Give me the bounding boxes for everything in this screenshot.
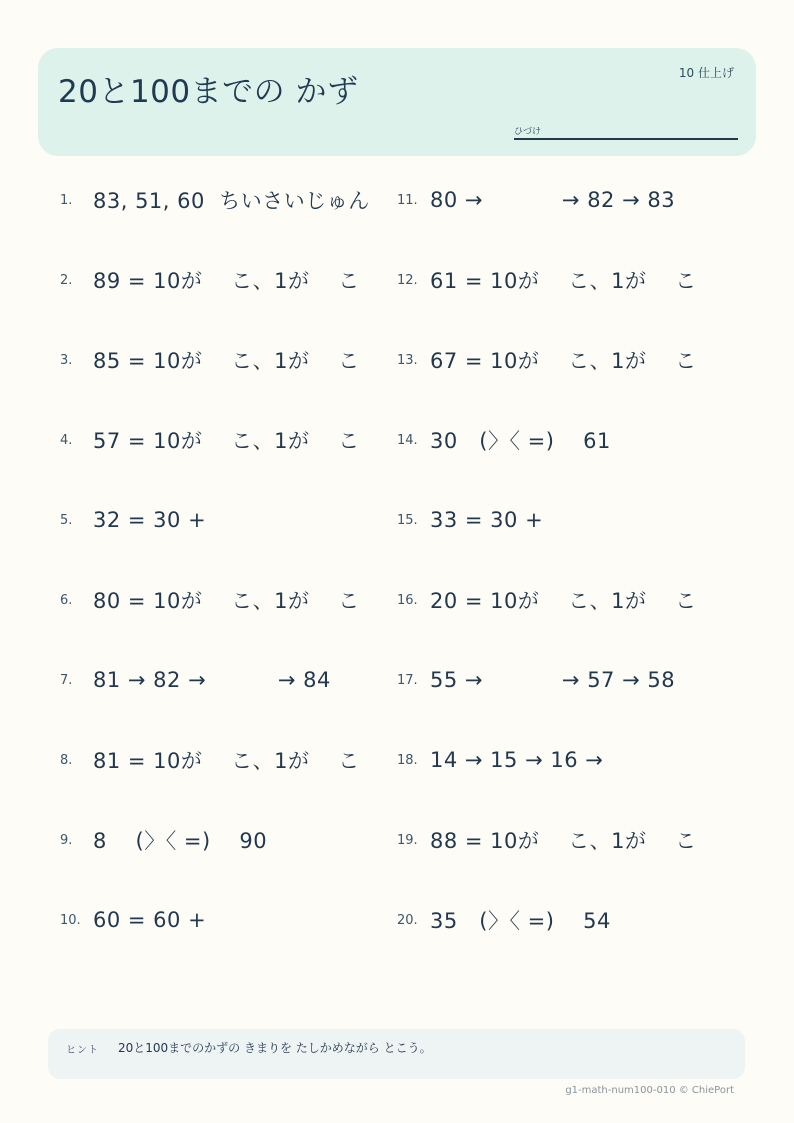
problem-text: 14 → 15 → 16 →: [430, 748, 604, 772]
problem-text: 20 = 10が こ、1が こ: [430, 589, 697, 613]
hint-box: [48, 1029, 745, 1079]
problem-number: 17.: [397, 672, 418, 688]
problem-item: [397, 905, 611, 935]
problem-text: 55 → → 57 → 58: [430, 668, 676, 692]
problem-text: 89 = 10が こ、1が こ: [93, 269, 360, 293]
problem-item: [397, 185, 675, 215]
problem-item: [397, 425, 611, 455]
problem-item: [397, 505, 543, 535]
problem-item: [60, 265, 360, 295]
page-title: 20と100までの かず: [58, 74, 359, 110]
problem-number: 9.: [60, 832, 73, 848]
problem-text: 80 = 10が こ、1が こ: [93, 589, 360, 613]
problem-item: [60, 745, 360, 775]
problem-text: 88 = 10が こ、1が こ: [430, 829, 697, 853]
problem-item: [60, 345, 360, 375]
problem-text: 81 → 82 → → 84: [93, 668, 331, 692]
footer-code: g1-math-num100-010 © ChiePort: [565, 1085, 734, 1096]
problem-number: 3.: [60, 352, 73, 368]
problem-number: 5.: [60, 512, 73, 528]
problem-number: 11.: [397, 192, 418, 208]
date-line[interactable]: [514, 138, 738, 140]
hint-text: 20と100までのかずの きまりを たしかめながら とこう。: [118, 1041, 432, 1055]
problem-item: [397, 745, 603, 775]
problem-number: 10.: [60, 912, 81, 928]
problem-text: 67 = 10が こ、1が こ: [430, 349, 697, 373]
problem-item: [60, 905, 206, 935]
problem-number: 18.: [397, 752, 418, 768]
problem-item: [397, 825, 697, 855]
problem-number: 2.: [60, 272, 73, 288]
problem-item: [397, 665, 675, 695]
problem-text: 85 = 10が こ、1が こ: [93, 349, 360, 373]
problem-item: [60, 185, 370, 215]
problem-item: [397, 265, 697, 295]
problem-number: 6.: [60, 592, 73, 608]
problem-text: 61 = 10が こ、1が こ: [430, 269, 697, 293]
problem-number: 8.: [60, 752, 73, 768]
problem-number: 16.: [397, 592, 418, 608]
problem-item: [60, 425, 360, 455]
problem-item: [60, 825, 267, 855]
problem-item: [60, 665, 331, 695]
problem-text: 83, 51, 60 ちいさいじゅん: [93, 189, 370, 213]
problem-text: 32 = 30 +: [93, 508, 207, 532]
set-label: 10 仕上げ: [678, 66, 734, 80]
problem-text: 35 (〉〈 =) 54: [430, 909, 611, 933]
problem-number: 15.: [397, 512, 418, 528]
problem-text: 8 (〉〈 =) 90: [93, 829, 268, 853]
problem-text: 57 = 10が こ、1が こ: [93, 429, 360, 453]
problem-item: [60, 585, 360, 615]
problem-number: 4.: [60, 432, 73, 448]
header-panel: [38, 48, 756, 156]
problem-number: 14.: [397, 432, 418, 448]
problem-text: 80 → → 82 → 83: [430, 188, 676, 212]
problem-number: 12.: [397, 272, 418, 288]
problem-number: 1.: [60, 192, 73, 208]
problem-item: [397, 585, 697, 615]
problem-text: 30 (〉〈 =) 61: [430, 429, 611, 453]
problem-text: 33 = 30 +: [430, 508, 544, 532]
problem-text: 81 = 10が こ、1が こ: [93, 749, 360, 773]
problem-item: [60, 505, 206, 535]
problem-number: 7.: [60, 672, 73, 688]
problem-number: 20.: [397, 912, 418, 928]
problem-item: [397, 345, 697, 375]
hint-tag: ヒント: [66, 1045, 99, 1056]
problem-number: 13.: [397, 352, 418, 368]
problem-text: 60 = 60 +: [93, 908, 207, 932]
problem-number: 19.: [397, 832, 418, 848]
date-label: ひづけ: [514, 127, 542, 137]
